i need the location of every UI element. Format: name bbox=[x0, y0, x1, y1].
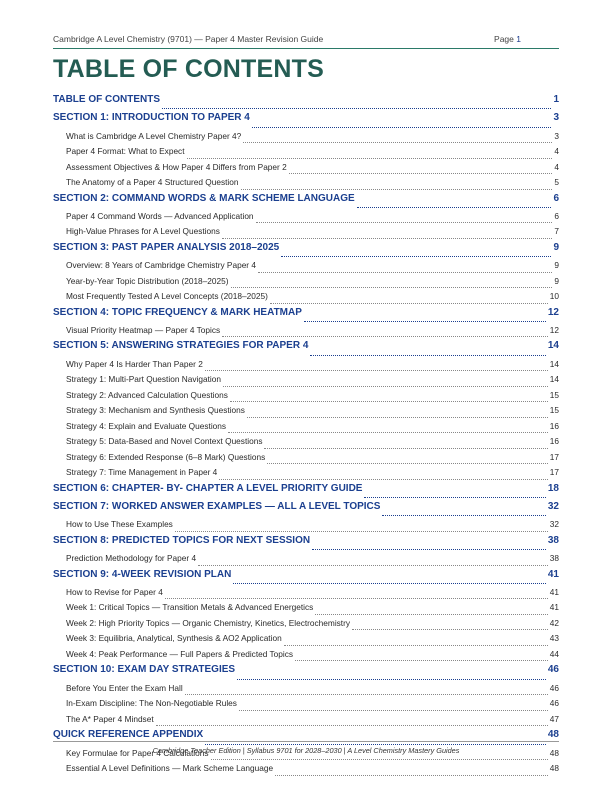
toc-subsection-entry[interactable] bbox=[53, 276, 559, 292]
toc-subsection-entry[interactable] bbox=[53, 177, 559, 193]
toc-entry-label: Paper 4 Command Words — Advanced Application bbox=[66, 210, 254, 221]
toc-subsection-entry[interactable] bbox=[53, 291, 559, 307]
toc-dot-leader bbox=[231, 287, 553, 288]
toc-dot-leader bbox=[211, 759, 548, 760]
toc-dot-leader bbox=[243, 142, 552, 143]
header-page-number bbox=[494, 34, 521, 44]
toc-dot-leader bbox=[267, 463, 548, 464]
toc-entry-page-number: 5 bbox=[554, 177, 559, 188]
toc-section-entry[interactable] bbox=[53, 193, 559, 211]
toc-dot-leader bbox=[239, 710, 548, 711]
page-label: Page bbox=[494, 34, 514, 44]
toc-entry-label: SECTION 2: COMMAND WORDS & MARK SCHEME LANGUAGE bbox=[53, 192, 355, 204]
toc-section-entry[interactable] bbox=[53, 501, 559, 519]
toc-subsection-entry[interactable] bbox=[53, 714, 559, 730]
toc-entry-label: SECTION 6: CHAPTER- BY- CHAPTER A LEVEL PRIORITY GUIDE bbox=[53, 482, 363, 494]
toc-section-entry[interactable] bbox=[53, 94, 559, 112]
toc-subsection-entry[interactable] bbox=[53, 618, 559, 634]
toc-subsection-entry[interactable] bbox=[53, 405, 559, 421]
toc-entry-label: Before You Enter the Exam Hall bbox=[66, 682, 183, 693]
toc-dot-leader bbox=[165, 598, 548, 599]
toc-subsection-entry[interactable] bbox=[53, 587, 559, 603]
toc-dot-leader bbox=[222, 238, 552, 239]
toc-entry-label: Most Frequently Tested A Level Concepts (2018–2025) bbox=[66, 291, 268, 302]
toc-entry-page-number: 43 bbox=[549, 633, 559, 644]
toc-entry-label: Week 4: Peak Performance — Full Papers & Predicted Topics bbox=[66, 648, 294, 659]
toc-entry-page-number: 10 bbox=[549, 291, 559, 302]
toc-entry-label: Overview: 8 Years of Cambridge Chemistry Paper 4 bbox=[66, 260, 256, 271]
toc-dot-leader bbox=[304, 321, 546, 322]
toc-section-entry[interactable] bbox=[53, 729, 559, 747]
toc-entry-page-number: 46 bbox=[549, 698, 559, 709]
toc-entry-page-number: 17 bbox=[549, 451, 559, 462]
toc-entry-label: SECTION 8: PREDICTED TOPICS FOR NEXT SESSION bbox=[53, 534, 311, 546]
toc-entry-label: The Anatomy of a Paper 4 Structured Question bbox=[66, 177, 239, 188]
toc-subsection-entry[interactable] bbox=[53, 260, 559, 276]
toc-dot-leader bbox=[258, 272, 552, 273]
toc-entry-page-number: 9 bbox=[554, 260, 559, 271]
toc-entry-page-number: 41 bbox=[547, 568, 559, 580]
toc-subsection-entry[interactable] bbox=[53, 649, 559, 665]
header-title: Cambridge A Level Chemistry (9701) — Paper 4 Master Revision Guide bbox=[53, 34, 324, 44]
toc-section-entry[interactable] bbox=[53, 307, 559, 325]
toc-subsection-entry[interactable] bbox=[53, 602, 559, 618]
toc-dot-leader bbox=[162, 108, 551, 109]
toc-entry-label: TABLE OF CONTENTS bbox=[53, 94, 161, 105]
toc-dot-leader bbox=[205, 370, 548, 371]
footer-rule bbox=[53, 741, 559, 742]
toc-entry-label: The A* Paper 4 Mindset bbox=[66, 713, 154, 724]
toc-entry-page-number: 44 bbox=[549, 648, 559, 659]
toc-entry-label: Strategy 2: Advanced Calculation Questions bbox=[66, 389, 228, 400]
toc-dot-leader bbox=[175, 531, 548, 532]
toc-subsection-entry[interactable] bbox=[53, 698, 559, 714]
page-title: TABLE OF CONTENTS bbox=[53, 55, 324, 83]
toc-entry-label: High-Value Phrases for A Level Questions bbox=[66, 226, 220, 237]
toc-dot-leader bbox=[357, 207, 552, 208]
toc-dot-leader bbox=[252, 127, 552, 128]
toc-subsection-entry[interactable] bbox=[53, 421, 559, 437]
toc-entry-page-number: 12 bbox=[547, 306, 559, 318]
toc-subsection-entry[interactable] bbox=[53, 452, 559, 468]
toc-subsection-entry[interactable] bbox=[53, 390, 559, 406]
toc-entry-label: SECTION 4: TOPIC FREQUENCY & MARK HEATMAP bbox=[53, 306, 302, 318]
toc-entry-page-number: 14 bbox=[547, 340, 559, 352]
toc-entry-page-number: 6 bbox=[554, 210, 559, 221]
toc-entry-page-number: 38 bbox=[547, 534, 559, 546]
toc-subsection-entry[interactable] bbox=[53, 325, 559, 341]
toc-entry-page-number: 6 bbox=[553, 192, 559, 204]
toc-dot-leader bbox=[352, 629, 548, 630]
toc-dot-leader bbox=[270, 303, 548, 304]
toc-dot-leader bbox=[256, 222, 553, 223]
toc-entry-page-number: 47 bbox=[549, 713, 559, 724]
toc-entry-label: SECTION 9: 4-WEEK REVISION PLAN bbox=[53, 568, 232, 580]
toc-entry-page-number: 4 bbox=[554, 146, 559, 157]
toc-subsection-entry[interactable] bbox=[53, 763, 559, 779]
toc-subsection-entry[interactable] bbox=[53, 359, 559, 375]
toc-entry-page-number: 9 bbox=[553, 241, 559, 253]
table-of-contents bbox=[53, 94, 559, 779]
toc-entry-page-number: 18 bbox=[547, 482, 559, 494]
toc-subsection-entry[interactable] bbox=[53, 467, 559, 483]
toc-dot-leader bbox=[275, 775, 548, 776]
toc-entry-page-number: 48 bbox=[549, 747, 559, 758]
toc-entry-label: Strategy 1: Multi-Part Question Navigation bbox=[66, 374, 221, 385]
toc-entry-page-number: 48 bbox=[547, 729, 559, 741]
toc-dot-leader bbox=[295, 660, 548, 661]
toc-dot-leader bbox=[289, 173, 553, 174]
toc-entry-label: Strategy 5: Data-Based and Novel Context Questions bbox=[66, 436, 263, 447]
toc-entry-label: Strategy 4: Explain and Evaluate Questions bbox=[66, 420, 227, 431]
toc-entry-page-number: 14 bbox=[549, 374, 559, 385]
toc-entry-label: SECTION 1: INTRODUCTION TO PAPER 4 bbox=[53, 112, 250, 124]
toc-entry-label: Why Paper 4 Is Harder Than Paper 2 bbox=[66, 358, 203, 369]
toc-dot-leader bbox=[310, 355, 545, 356]
toc-entry-label: SECTION 7: WORKED ANSWER EXAMPLES — ALL A LEVEL TOPICS bbox=[53, 501, 381, 513]
toc-dot-leader bbox=[187, 158, 553, 159]
toc-dot-leader bbox=[382, 515, 545, 516]
toc-entry-label: How to Revise for Paper 4 bbox=[66, 586, 163, 597]
toc-entry-page-number: 12 bbox=[549, 324, 559, 335]
toc-subsection-entry[interactable] bbox=[53, 131, 559, 147]
toc-entry-page-number: 16 bbox=[549, 436, 559, 447]
toc-dot-leader bbox=[205, 744, 546, 745]
toc-dot-leader bbox=[233, 583, 546, 584]
toc-section-entry[interactable] bbox=[53, 483, 559, 501]
toc-dot-leader bbox=[223, 386, 548, 387]
toc-subsection-entry[interactable] bbox=[53, 633, 559, 649]
toc-entry-label: Key Formulae for Paper 4 Calculations bbox=[66, 747, 209, 758]
toc-entry-label: Prediction Methodology for Paper 4 bbox=[66, 553, 197, 564]
toc-subsection-entry[interactable] bbox=[53, 553, 559, 569]
toc-entry-label: QUICK REFERENCE APPENDIX bbox=[53, 729, 204, 741]
toc-entry-label: SECTION 5: ANSWERING STRATEGIES FOR PAPER 4 bbox=[53, 340, 309, 352]
toc-subsection-entry[interactable] bbox=[53, 374, 559, 390]
toc-entry-page-number: 48 bbox=[549, 763, 559, 774]
toc-entry-label: How to Use These Examples bbox=[66, 519, 173, 530]
toc-section-entry[interactable] bbox=[53, 340, 559, 358]
toc-entry-page-number: 41 bbox=[549, 586, 559, 597]
toc-entry-page-number: 38 bbox=[549, 553, 559, 564]
page-number: 1 bbox=[516, 34, 521, 44]
toc-entry-label: SECTION 10: EXAM DAY STRATEGIES bbox=[53, 664, 236, 676]
toc-subsection-entry[interactable] bbox=[53, 211, 559, 227]
toc-entry-page-number: 32 bbox=[549, 519, 559, 530]
header-rule bbox=[53, 48, 559, 49]
toc-dot-leader bbox=[241, 189, 553, 190]
toc-entry-page-number: 4 bbox=[554, 161, 559, 172]
toc-dot-leader bbox=[315, 614, 547, 615]
toc-entry-page-number: 15 bbox=[549, 405, 559, 416]
toc-subsection-entry[interactable] bbox=[53, 146, 559, 162]
toc-subsection-entry[interactable] bbox=[53, 436, 559, 452]
toc-entry-label: Paper 4 Format: What to Expect bbox=[66, 146, 185, 157]
toc-entry-page-number: 16 bbox=[549, 420, 559, 431]
toc-entry-label: SECTION 3: PAST PAPER ANALYSIS 2018–2025 bbox=[53, 241, 280, 253]
toc-dot-leader bbox=[281, 256, 551, 257]
toc-entry-page-number: 46 bbox=[549, 682, 559, 693]
toc-subsection-entry[interactable] bbox=[53, 519, 559, 535]
toc-dot-leader bbox=[156, 725, 548, 726]
toc-entry-page-number: 14 bbox=[549, 358, 559, 369]
toc-entry-label: Assessment Objectives & How Paper 4 Differs from Paper 2 bbox=[66, 161, 287, 172]
toc-entry-page-number: 46 bbox=[547, 664, 559, 676]
toc-entry-page-number: 32 bbox=[547, 501, 559, 513]
toc-subsection-entry[interactable] bbox=[53, 683, 559, 699]
toc-dot-leader bbox=[230, 401, 548, 402]
toc-section-entry[interactable] bbox=[53, 242, 559, 260]
toc-entry-page-number: 3 bbox=[553, 112, 559, 124]
toc-dot-leader bbox=[264, 448, 547, 449]
toc-entry-page-number: 9 bbox=[554, 275, 559, 286]
toc-entry-label: Strategy 6: Extended Response (6–8 Mark) Questions bbox=[66, 451, 266, 462]
page-header bbox=[53, 34, 559, 48]
toc-dot-leader bbox=[364, 497, 545, 498]
toc-section-entry[interactable] bbox=[53, 535, 559, 553]
toc-dot-leader bbox=[185, 694, 548, 695]
toc-section-entry[interactable] bbox=[53, 664, 559, 682]
toc-entry-page-number: 3 bbox=[554, 130, 559, 141]
toc-subsection-entry[interactable] bbox=[53, 226, 559, 242]
toc-entry-page-number: 17 bbox=[549, 467, 559, 478]
toc-dot-leader bbox=[284, 645, 548, 646]
toc-dot-leader bbox=[219, 479, 547, 480]
toc-entry-label: Strategy 7: Time Management in Paper 4 bbox=[66, 467, 218, 478]
toc-entry-label: Year-by-Year Topic Distribution (2018–2025) bbox=[66, 275, 229, 286]
toc-entry-label: In-Exam Discipline: The Non-Negotiable Rules bbox=[66, 698, 237, 709]
page-footer: Cambridge Teacher Edition | Syllabus 9701 for 2028–2030 | A Level Chemistry Mastery Guides bbox=[152, 746, 460, 755]
toc-section-entry[interactable] bbox=[53, 112, 559, 130]
toc-dot-leader bbox=[198, 565, 548, 566]
toc-entry-label: Week 3: Equilibria, Analytical, Synthesis & AO2 Application bbox=[66, 633, 282, 644]
toc-dot-leader bbox=[228, 432, 548, 433]
toc-entry-label: Strategy 3: Mechanism and Synthesis Questions bbox=[66, 405, 245, 416]
toc-entry-page-number: 15 bbox=[549, 389, 559, 400]
toc-subsection-entry[interactable] bbox=[53, 162, 559, 178]
toc-dot-leader bbox=[222, 336, 548, 337]
toc-entry-label: Week 1: Critical Topics — Transition Metals & Advanced Energetics bbox=[66, 602, 314, 613]
toc-dot-leader bbox=[237, 679, 546, 680]
toc-entry-label: What is Cambridge A Level Chemistry Paper 4? bbox=[66, 130, 242, 141]
toc-dot-leader bbox=[247, 417, 548, 418]
toc-entry-page-number: 7 bbox=[554, 226, 559, 237]
toc-entry-page-number: 41 bbox=[549, 602, 559, 613]
toc-entry-label: Visual Priority Heatmap — Paper 4 Topics bbox=[66, 324, 221, 335]
toc-entry-label: Essential A Level Definitions — Mark Scheme Language bbox=[66, 763, 274, 774]
toc-entry-page-number: 1 bbox=[553, 94, 559, 105]
toc-section-entry[interactable] bbox=[53, 569, 559, 587]
toc-entry-page-number: 42 bbox=[549, 617, 559, 628]
toc-dot-leader bbox=[312, 549, 546, 550]
toc-entry-label: Week 2: High Priority Topics — Organic Chemistry, Kinetics, Electrochemistry bbox=[66, 617, 351, 628]
